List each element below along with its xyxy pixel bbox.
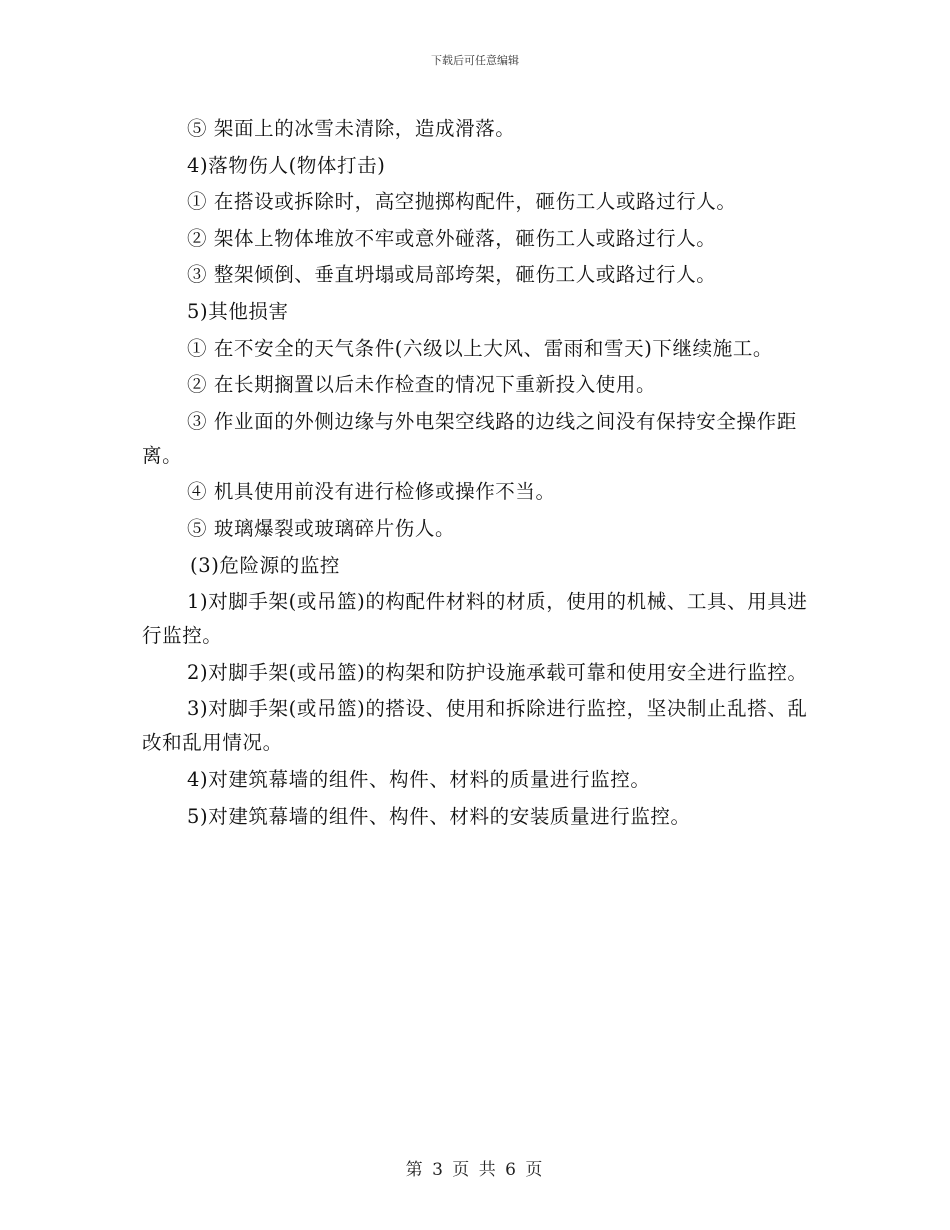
paragraph-10: ④ 机具使用前没有进行检修或操作不当。: [187, 480, 556, 504]
page-header: 下载后可任意编辑: [431, 54, 519, 67]
document-body: [142, 112, 812, 836]
paragraph-6: 5)其他损害: [187, 299, 289, 323]
paragraph-7: ① 在不安全的天气条件(六级以上大风、雷雨和雪天)下继续施工。: [187, 336, 774, 360]
paragraph-17: 5)对建筑幕墙的组件、构件、材料的安装质量进行监控。: [187, 804, 691, 828]
paragraph-9: ③ 作业面的外侧边缘与外电架空线路的边线之间没有保持安全操作距离。: [142, 409, 797, 467]
paragraph-2: 4)落物伤人(物体打击): [187, 153, 386, 177]
section-heading: (3)危险源的监控: [190, 553, 341, 577]
paragraph-13: 1)对脚手架(或吊篮)的构配件材料的材质，使用的机械、工具、用具进行监控。: [142, 590, 808, 648]
paragraph-3: ① 在搭设或拆除时，高空抛掷构配件，砸伤工人或路过行人。: [187, 190, 737, 214]
paragraph-11: ⑤ 玻璃爆裂或玻璃碎片伤人。: [187, 516, 456, 540]
paragraph-14: 2)对脚手架(或吊篮)的构架和防护设施承载可靠和使用安全进行监控。: [187, 660, 808, 684]
page-footer: 第 3 页 共 6 页: [405, 1160, 545, 1180]
paragraph-4: ② 架体上物体堆放不牢或意外碰落，砸伤工人或路过行人。: [187, 226, 717, 250]
paragraph-8: ② 在长期搁置以后未作检查的情况下重新投入使用。: [187, 373, 657, 397]
paragraph-1: ⑤ 架面上的冰雪未清除，造成滑落。: [187, 117, 516, 140]
paragraph-15: 3)对脚手架(或吊篮)的搭设、使用和拆除进行监控，坚决制止乱搭、乱改和乱用情况。: [142, 697, 808, 755]
paragraph-5: ③ 整架倾倒、垂直坍塌或局部垮架，砸伤工人或路过行人。: [187, 263, 717, 287]
paragraph-16: 4)对建筑幕墙的组件、构件、材料的质量进行监控。: [187, 767, 651, 791]
